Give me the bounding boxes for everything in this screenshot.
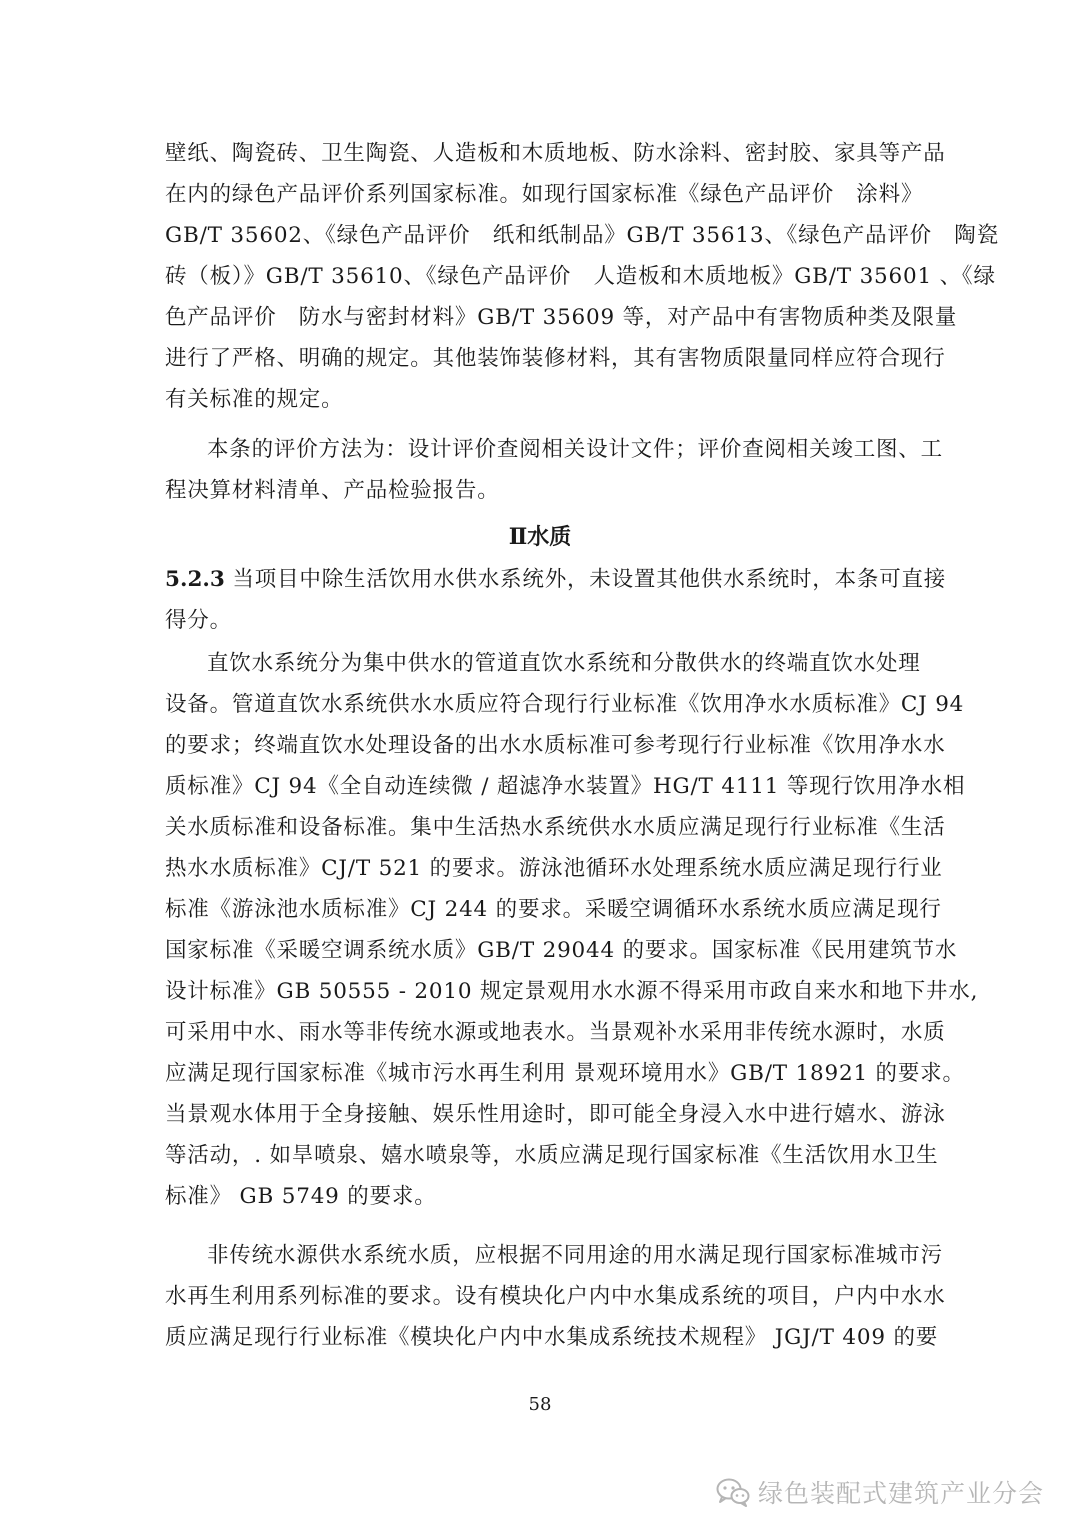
- page-number: 58: [528, 1394, 552, 1415]
- text-line: 的要求；终端直饮水处理设备的出水水质标准可参考现行行业标准《饮用净水水: [165, 733, 946, 758]
- text-line: 质标准》CJ 94《全自动连续微 / 超滤净水装置》HG/T 4111 等现行饮用净水相: [165, 774, 966, 799]
- text-line: 水再生利用系列标准的要求。设有模块化户内中水集成系统的项目，户内中水水: [165, 1284, 946, 1309]
- text-line: 本条的评价方法为：设计评价查阅相关设计文件；评价查阅相关竣工图、工: [207, 437, 943, 462]
- text-line: 程决算材料清单、产品检验报告。: [165, 478, 500, 503]
- clause-line: [165, 566, 947, 594]
- wechat-icon: [716, 1477, 750, 1507]
- text-line: 进行了严格、明确的规定。其他装饰装修材料，其有害物质限量同样应符合现行: [165, 346, 946, 371]
- text-line: 标准《游泳池水质标准》CJ 244 的要求。采暖空调循环水系统水质应满足现行: [165, 897, 942, 922]
- text-line: 砖（板）》GB/T 35610、《绿色产品评价 人造板和木质地板》GB/T 35601 、《绿: [165, 264, 996, 289]
- clause-number: 5.2.3: [165, 567, 225, 592]
- text-line: 关水质标准和设备标准。集中生活热水系统供水水质应满足现行行业标准《生活: [165, 815, 946, 840]
- text-line: 直饮水系统分为集中供水的管道直饮水系统和分散供水的终端直饮水处理: [207, 651, 921, 676]
- text-line: 当景观水体用于全身接触、娱乐性用途时，即可能全身浸入水中进行嬉水、游泳: [165, 1102, 946, 1127]
- text-line: GB/T 35602、《绿色产品评价 纸和纸制品》GB/T 35613、《绿色产品评价 陶瓷: [165, 223, 999, 248]
- text-line: 等活动，. 如旱喷泉、嬉水喷泉等，水质应满足现行国家标准《生活饮用水卫生: [165, 1143, 939, 1168]
- text-line: 应满足现行国家标准《城市污水再生利用 景观环境用水》GB/T 18921 的要求。: [165, 1061, 965, 1086]
- text-line: 设备。管道直饮水系统供水水质应符合现行行业标准《饮用净水水质标准》CJ 94: [165, 692, 965, 717]
- text-line: 热水水质标准》CJ/T 521 的要求。游泳池循环水处理系统水质应满足现行行业: [165, 856, 943, 881]
- text-line: 有关标准的规定。: [165, 387, 344, 412]
- text-line: 在内的绿色产品评价系列国家标准。如现行国家标准《绿色产品评价 涂料》: [165, 182, 924, 207]
- watermark-text: 绿色装配式建筑产业分会: [757, 1479, 1044, 1508]
- clause-text: 当项目中除生活饮用水供水系统外，未设置其他供水系统时，本条可直接: [224, 567, 947, 592]
- text-line: 标准》 GB 5749 的要求。: [165, 1184, 437, 1209]
- text-line: 设计标准》GB 50555 - 2010 规定景观用水水源不得采用市政自来水和地下井水,: [165, 979, 979, 1004]
- text-line: 色产品评价 防水与密封材料》GB/T 35609 等，对产品中有害物质种类及限量: [165, 305, 958, 330]
- text-line: 国家标准《采暖空调系统水质》GB/T 29044 的要求。国家标准《民用建筑节水: [165, 938, 958, 963]
- watermark: [716, 1472, 1044, 1512]
- section-title: Ⅱ水质: [508, 524, 572, 550]
- text-line: 壁纸、陶瓷砖、卫生陶瓷、人造板和木质地板、防水涂料、密封胶、家具等产品: [165, 141, 946, 166]
- text-line: 非传统水源供水系统水质，应根据不同用途的用水满足现行国家标准城市污: [207, 1243, 943, 1268]
- text-line: 得分。: [165, 608, 232, 633]
- text-line: 质应满足现行行业标准《模块化户内中水集成系统技术规程》 JGJ/T 409 的要: [165, 1325, 939, 1350]
- text-line: 可采用中水、雨水等非传统水源或地表水。当景观补水采用非传统水源时，水质: [165, 1020, 946, 1045]
